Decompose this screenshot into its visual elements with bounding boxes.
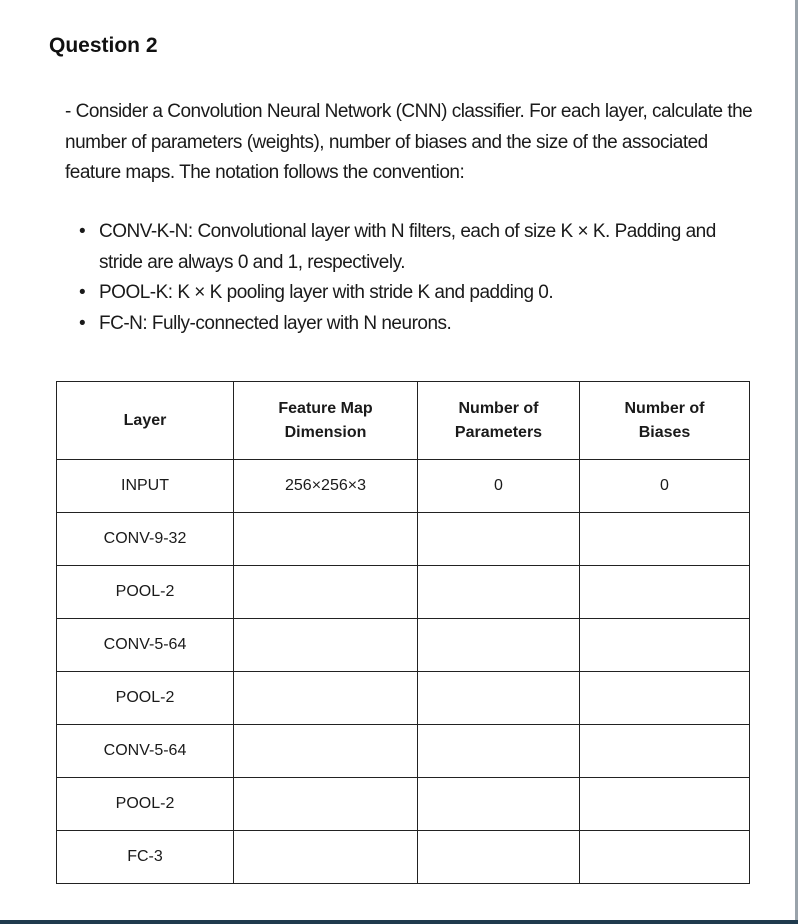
table-row: [57, 619, 750, 672]
cell-biases[interactable]: [580, 672, 750, 725]
cell-layer: CONV-5-64: [57, 619, 234, 672]
table-row: [57, 778, 750, 831]
cell-feature-map[interactable]: [234, 566, 418, 619]
cell-layer: POOL-2: [57, 566, 234, 619]
table-row: [57, 566, 750, 619]
cell-feature-map[interactable]: [234, 831, 418, 884]
cell-biases[interactable]: [580, 831, 750, 884]
notation-list: [74, 217, 754, 339]
table-row: [57, 831, 750, 884]
cell-parameters[interactable]: [418, 619, 580, 672]
cell-feature-map[interactable]: [234, 778, 418, 831]
bullet-icon: •: [79, 221, 86, 242]
cell-feature-map[interactable]: [234, 725, 418, 778]
cell-layer: CONV-9-32: [57, 513, 234, 566]
cell-parameters[interactable]: [418, 725, 580, 778]
cell-layer: POOL-2: [57, 672, 234, 725]
cell-parameters[interactable]: 0: [418, 460, 580, 513]
cell-layer: INPUT: [57, 460, 234, 513]
bullet-icon: •: [79, 282, 86, 303]
table-row: [57, 513, 750, 566]
header-number-of-biases: Number of Biases: [580, 382, 750, 460]
notation-item-pool: [74, 278, 754, 309]
cell-parameters[interactable]: [418, 831, 580, 884]
cell-biases[interactable]: [580, 725, 750, 778]
bullet-icon: •: [79, 312, 86, 334]
layer-table: [56, 381, 750, 884]
cell-biases[interactable]: [580, 619, 750, 672]
cell-layer: FC-3: [57, 831, 234, 884]
cell-biases[interactable]: [580, 513, 750, 566]
cell-biases[interactable]: 0: [580, 460, 750, 513]
header-layer: Layer: [57, 382, 234, 460]
table-row: [57, 725, 750, 778]
cell-feature-map[interactable]: [234, 672, 418, 725]
cell-parameters[interactable]: [418, 778, 580, 831]
table-row: [57, 460, 750, 513]
cell-layer: CONV-5-64: [57, 725, 234, 778]
question-title: Question 2: [49, 34, 158, 57]
cell-biases[interactable]: [580, 566, 750, 619]
cell-feature-map[interactable]: 256×256×3: [234, 460, 418, 513]
notation-text: CONV-K-N: Convolutional layer with N filters, each of size K × K. Padding and stride are always 0 and 1, respectively.: [99, 221, 716, 273]
cell-parameters[interactable]: [418, 566, 580, 619]
header-feature-map-dimension: Feature Map Dimension: [234, 382, 418, 460]
notation-item-fc: [74, 309, 754, 340]
cell-feature-map[interactable]: [234, 619, 418, 672]
question-intro: - Consider a Convolution Neural Network (CNN) classifier. For each layer, calculate the number of parameters (weights), number of biases and the size of the associated feature maps. The notation follows the convention:: [65, 101, 753, 183]
cell-biases[interactable]: [580, 778, 750, 831]
cell-parameters[interactable]: [418, 672, 580, 725]
cell-layer: POOL-2: [57, 778, 234, 831]
table-header-row: [57, 382, 750, 460]
header-number-of-parameters: Number of Parameters: [418, 382, 580, 460]
cell-parameters[interactable]: [418, 513, 580, 566]
table-row: [57, 672, 750, 725]
notation-text: POOL-K: K × K pooling layer with stride K and padding 0.: [99, 282, 554, 303]
bottom-bar: [0, 920, 798, 924]
notation-text: FC-N: Fully-connected layer with N neurons.: [99, 312, 452, 334]
cell-feature-map[interactable]: [234, 513, 418, 566]
notation-item-conv: [74, 217, 754, 278]
